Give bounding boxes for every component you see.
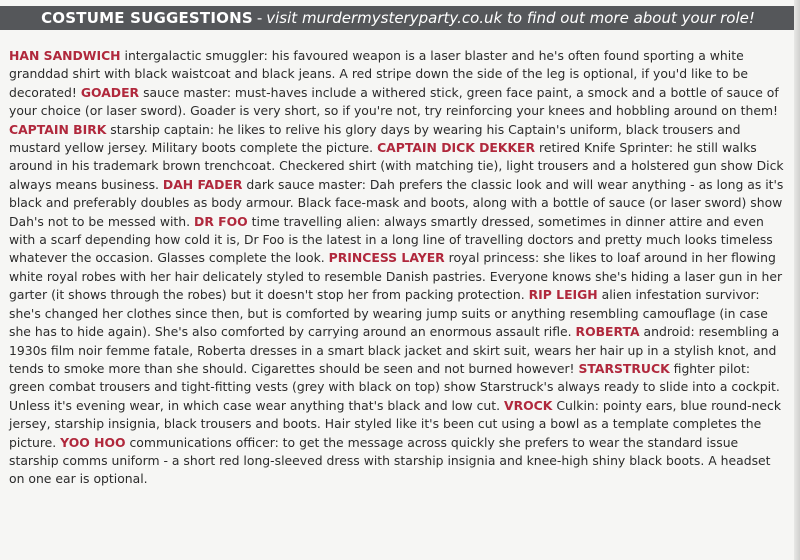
- role-name-dr-foo: DR FOO: [194, 213, 248, 229]
- costume-descriptions: [9, 47, 787, 489]
- role-desc-captain-dick-dekker: retired Knife Sprinter: he still walks around in his trademark brown trenchcoat. Checkered shirt (with matching tie), light trousers and a holstered gun show Dick always means business.: [9, 140, 784, 192]
- role-name-dah-fader: DAH FADER: [162, 176, 243, 192]
- role-desc-yoo-hoo: communications officer: to get the message across quickly she prefers to wear the standard issue starship comms uniform - a short red long-sleeved dress with starship insignia and knee-high shiny black boots. A headset on one ear is optional.: [9, 434, 771, 487]
- role-name-goader: GOADER: [80, 84, 140, 100]
- role-desc-rip-leigh: alien infestation survivor: she's changed her clothes since then, but is comforted by wearing jump suits or anything resembling camouflage (in case she has to hide again). She's also comforted by carrying around an enormous assault rifle.: [9, 287, 768, 340]
- page-edge-shadow: [794, 0, 800, 560]
- role-desc-dah-fader: dark sauce master: Dah prefers the classic look and will wear anything - as long as it's black and preferably doubles as body armour. Black face-mask and boots, along with a bottle of sauce (or laser sword) show Dah's not to be messed with.: [9, 176, 784, 229]
- role-name-han-sandwich: HAN SANDWICH: [9, 48, 121, 63]
- role-desc-han-sandwich: intergalactic smuggler: his favoured weapon is a laser blaster and he's often found sporting a white granddad shirt with black waistcoat and black jeans. A red stripe down the side of the leg is optional, if you'd like to be decorated!: [9, 48, 749, 100]
- role-desc-roberta: android: resembling a 1930s film noir femme fatale, Roberta dresses in a smart black jacket and skirt suit, wears her hair up in a stylish knot, and tends to smoke more than she should. Cigarettes should be seen and not burned however!: [9, 324, 780, 376]
- role-name-yoo-hoo: YOO HOO: [60, 434, 126, 450]
- role-name-roberta: ROBERTA: [575, 324, 640, 340]
- role-name-vrock: VROCK: [504, 397, 553, 413]
- role-desc-vrock: Culkin: pointy ears, blue round-neck jersey, starship insignia, black trousers and boots. Hair styled like it's been cut using a bowl as a template completes the picture.: [9, 397, 782, 450]
- banner-title: COSTUME SUGGESTIONS: [41, 9, 253, 27]
- header-banner: [0, 6, 796, 30]
- role-name-starstruck: STARSTRUCK: [578, 360, 670, 376]
- role-desc-starstruck: fighter pilot: green combat trousers and tight-fitting vests (grey with black on top) show Starstruck's always ready to slide into a cockpit. Unless it's evening wear, in which case wear anything that's black and low cut.: [9, 360, 780, 413]
- role-desc-goader: sauce master: must-haves include a withered stick, green face paint, a smock and a bottle of sauce of your choice (or laser sword). Goader is very short, so if you're not, try reinforcing your knees and hobbling around on them!: [9, 84, 779, 119]
- role-desc-princess-layer: royal princess: she likes to loaf around in her flowing white royal robes with her hair delicately styled to resemble Danish pastries. Everyone knows she's hiding a laser gun in her garter (it shows through the robes) but it doesn't stop her from packing protection.: [9, 250, 783, 303]
- role-name-captain-birk: CAPTAIN BIRK: [9, 121, 107, 137]
- banner-separator: -: [256, 9, 263, 27]
- role-name-captain-dick-dekker: CAPTAIN DICK DEKKER: [377, 140, 536, 156]
- banner-website-link[interactable]: visit murdermysteryparty.co.uk to find out more about your role!: [266, 9, 755, 27]
- role-name-princess-layer: PRINCESS LAYER: [328, 250, 445, 266]
- role-desc-captain-birk: starship captain: he likes to relive his glory days by wearing his Captain's uniform, black trousers and mustard yellow jersey. Military boots complete the picture.: [9, 121, 741, 156]
- role-desc-dr-foo: time travelling alien: always smartly dressed, sometimes in dinner attire and even with a scarf depending how cold it is, Dr Foo is the latest in a long line of travelling doctors and pretty much looks timeless whatever the occasion. Glasses complete the look.: [9, 213, 773, 266]
- role-name-rip-leigh: RIP LEIGH: [528, 287, 598, 303]
